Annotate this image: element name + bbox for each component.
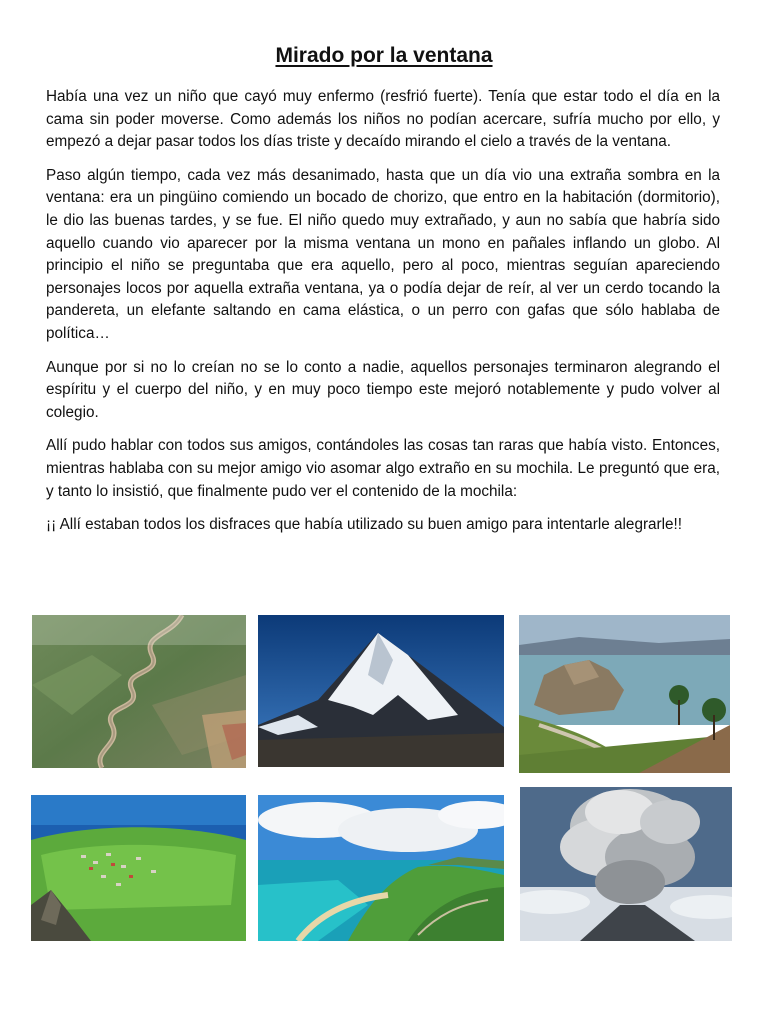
story-body bbox=[46, 86, 720, 548]
document-title: Mirado por la ventana bbox=[275, 44, 493, 67]
photo-volcano-eruption bbox=[520, 787, 732, 941]
paragraph-3: Aunque por si no lo creían no se lo conto a nadie, aquellos personajes terminaron alegrando el espíritu y el cuerpo del niño, y en muy poco tiempo este mejoró notablemente y pudo volver al colegio. bbox=[46, 358, 720, 421]
paragraph-5: ¡¡ Allí estaban todos los disfraces que había utilizado su buen amigo para intentarle alegrarle!! bbox=[46, 516, 683, 534]
photo-tropical-coast bbox=[258, 795, 504, 941]
photo-lake-rock bbox=[519, 615, 730, 773]
photo-aerial-river bbox=[32, 615, 246, 768]
paragraph-2: Paso algún tiempo, cada vez más desanimado, hasta que un día vio una extraña sombra en la ventana: era un pingüino comiendo un bocado de chorizo, que entro en la habitación (dormitorio), le dio las buenas tardes, y se fue. El niño quedo muy extrañado, y aun no sabía que habría sido aquello cuando vio aparecer por la misma ventana un mono en pañales inflando un globo. Al principio el niño se preguntaba que era aquello, pero al poco, mientras seguían apareciendo personajes locos por aquella extraña ventana, ya o podía dejar de reír, al ver un cerdo tocando la pandereta, un elefante saltando en cama elástica, o un perro con gafas que sólo hablaba de política… bbox=[46, 166, 720, 342]
paragraph-1: Había una vez un niño que cayó muy enfermo (resfrió fuerte). Tenía que estar todo el día en la cama sin poder moverse. Como además los niños no podían acercare, sufría mucho por ello, y empezó a dejar pasar todos los días triste y decaído mirando el cielo a través de la ventana. bbox=[46, 88, 720, 151]
photo-snowy-mountain bbox=[258, 615, 504, 767]
paragraph-4: Allí pudo hablar con todos sus amigos, contándoles las cosas tan raras que había visto. Entonces, mientras hablaba con su mejor amigo vio asomar algo extraño en su mochila. Le preguntó que era, y tanto lo insistió, que finalmente pudo ver el contenido de la mochila: bbox=[46, 437, 720, 500]
photo-green-island bbox=[31, 795, 246, 941]
